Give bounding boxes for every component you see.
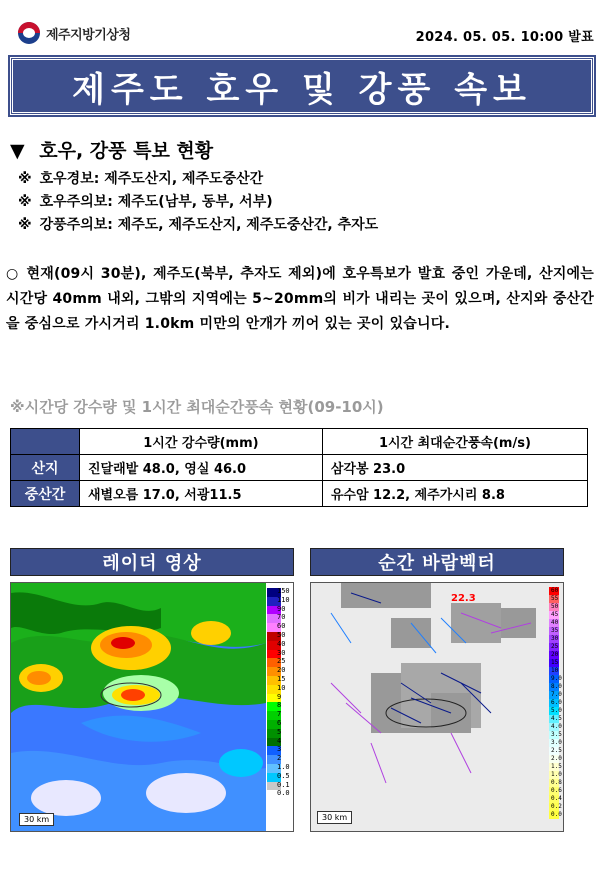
- rain-cell: 새별오름 17.0, 서광11.5: [80, 481, 323, 507]
- legend-label: 9: [277, 692, 282, 701]
- legend-label: 6: [277, 718, 282, 727]
- legend-label: 50: [551, 603, 559, 610]
- agency-name: 제주지방기상청: [46, 27, 131, 43]
- legend-label: 150: [277, 587, 290, 595]
- reference-mark: ※: [18, 194, 32, 210]
- legend-label: 25: [551, 643, 559, 650]
- legend-label: 55: [551, 595, 559, 602]
- legend-label: 40: [551, 619, 559, 626]
- legend-label: 20: [551, 651, 559, 658]
- legend-label: 8.0: [551, 683, 562, 690]
- situation-paragraph: ○ 현재(09시 30분), 제주도(북부, 추자도 제외)에 호우특보가 발효 중인 가운데, 산지에는 시간당 40mm 내외, 그밖의 지역에는 5~20mm의 비가 내리는 곳이 있으며, 산지와 중산간을 중심으로 가시거리 1.0km 미만의 안개가 끼어 있는 곳이 있습니다.: [6, 266, 594, 332]
- legend-label: 3.0: [551, 739, 562, 746]
- legend-label: 7: [277, 710, 282, 719]
- section-title: 호우, 강풍 특보 현황: [39, 140, 214, 162]
- legend-label: 15: [277, 674, 286, 683]
- radar-image: [10, 582, 294, 832]
- legend-label: 35: [551, 627, 559, 634]
- legend-label: 0.2: [551, 803, 562, 810]
- legend-label: 1.5: [551, 763, 562, 770]
- table-header-row: [11, 429, 588, 455]
- radar-panel-title: 레이더 영상: [10, 548, 294, 576]
- legend-label: 4.5: [551, 715, 562, 722]
- legend-label: 2.0: [551, 755, 562, 762]
- legend-label: 1.0: [551, 771, 562, 778]
- legend-label: 0.5: [277, 771, 290, 780]
- page-title: 제주도 호우 및 강풍 속보: [72, 69, 532, 110]
- legend-label: 0.0: [277, 789, 290, 798]
- wind-cell: 삼각봉 23.0: [322, 455, 587, 481]
- legend-label: 60: [277, 622, 286, 631]
- wind-cell: 유수암 12.2, 제주가시리 8.8: [322, 481, 587, 507]
- wind-panel-title: 순간 바람벡터: [310, 548, 564, 576]
- legend-label: 15: [551, 659, 559, 666]
- table-corner: [11, 429, 80, 455]
- wind-scale: 30 km: [317, 811, 352, 824]
- rain-cell: 진달래밭 48.0, 영실 46.0: [80, 455, 323, 481]
- legend-label: 7.0: [551, 691, 562, 698]
- legend-label: 3: [277, 745, 282, 754]
- legend-label: 2: [277, 754, 282, 763]
- release-time: 2024. 05. 05. 10:00 발표: [415, 30, 594, 45]
- legend-label: 30: [551, 635, 559, 642]
- legend-label: 40: [277, 639, 286, 648]
- table-row: [11, 455, 588, 481]
- max-gust-annotation: 22.3: [451, 593, 476, 604]
- legend-label: 50: [277, 630, 286, 639]
- legend-label: 10: [551, 667, 559, 674]
- observation-table: [10, 428, 588, 507]
- reference-mark: ※: [18, 217, 32, 233]
- warning-item: [18, 191, 378, 214]
- section-heading: [10, 136, 213, 163]
- radar-legend-labels: [277, 588, 290, 799]
- triangle-down-icon: ▼: [10, 140, 25, 162]
- radar-map: [11, 583, 294, 832]
- warning-item: [18, 214, 378, 237]
- agency-logo: [18, 22, 130, 44]
- row-label: 중산간: [11, 481, 80, 507]
- legend-label: 25: [277, 657, 286, 666]
- legend-label: 0.4: [551, 795, 562, 802]
- wind-legend-labels: [551, 587, 562, 819]
- wind-vector-image: [310, 582, 564, 832]
- column-header-rain: 1시간 강수량(mm): [80, 429, 323, 455]
- legend-label: 2.5: [551, 747, 562, 754]
- column-header-wind: 1시간 최대순간풍속(m/s): [322, 429, 587, 455]
- legend-label: 3.5: [551, 731, 562, 738]
- legend-label: 8: [277, 701, 282, 710]
- reference-mark: ※: [18, 171, 32, 187]
- legend-label: 45: [551, 611, 559, 618]
- legend-label: 30: [277, 648, 286, 657]
- legend-label: 0.1: [277, 780, 290, 789]
- legend-label: 0.0: [551, 811, 562, 818]
- table-row: [11, 481, 588, 507]
- warning-text: 호우주의보: 제주도(남부, 동부, 서부): [39, 194, 273, 210]
- legend-label: 90: [277, 604, 286, 613]
- legend-label: 1.0: [277, 762, 290, 771]
- warning-text: 강풍주의보: 제주도, 제주도산지, 제주도중산간, 추자도: [39, 217, 379, 233]
- legend-label: 0.8: [551, 779, 562, 786]
- legend-label: 4.0: [551, 723, 562, 730]
- legend-label: 0.6: [551, 787, 562, 794]
- legend-label: 10: [277, 683, 286, 692]
- legend-label: 20: [277, 666, 286, 675]
- radar-scale: 30 km: [19, 813, 54, 826]
- wind-vector-map: [311, 583, 564, 832]
- legend-label: 6.0: [551, 699, 562, 706]
- row-label: 산지: [11, 455, 80, 481]
- legend-label: 110: [277, 595, 290, 604]
- legend-label: 9.0: [551, 675, 562, 682]
- legend-label: 5.0: [551, 707, 562, 714]
- warning-text: 호우경보: 제주도산지, 제주도중산간: [39, 171, 264, 187]
- legend-label: 5: [277, 727, 282, 736]
- legend-label: 70: [277, 613, 286, 622]
- header: [18, 20, 598, 54]
- legend-label: 60: [551, 587, 559, 594]
- warning-item: [18, 168, 378, 191]
- table-subtitle: ※시간당 강수량 및 1시간 최대순간풍속 현황(09-10시): [10, 398, 384, 416]
- legend-label: 4: [277, 736, 282, 745]
- title-banner: [10, 57, 594, 115]
- warning-list: [18, 168, 378, 237]
- taegeuk-icon: [18, 22, 40, 44]
